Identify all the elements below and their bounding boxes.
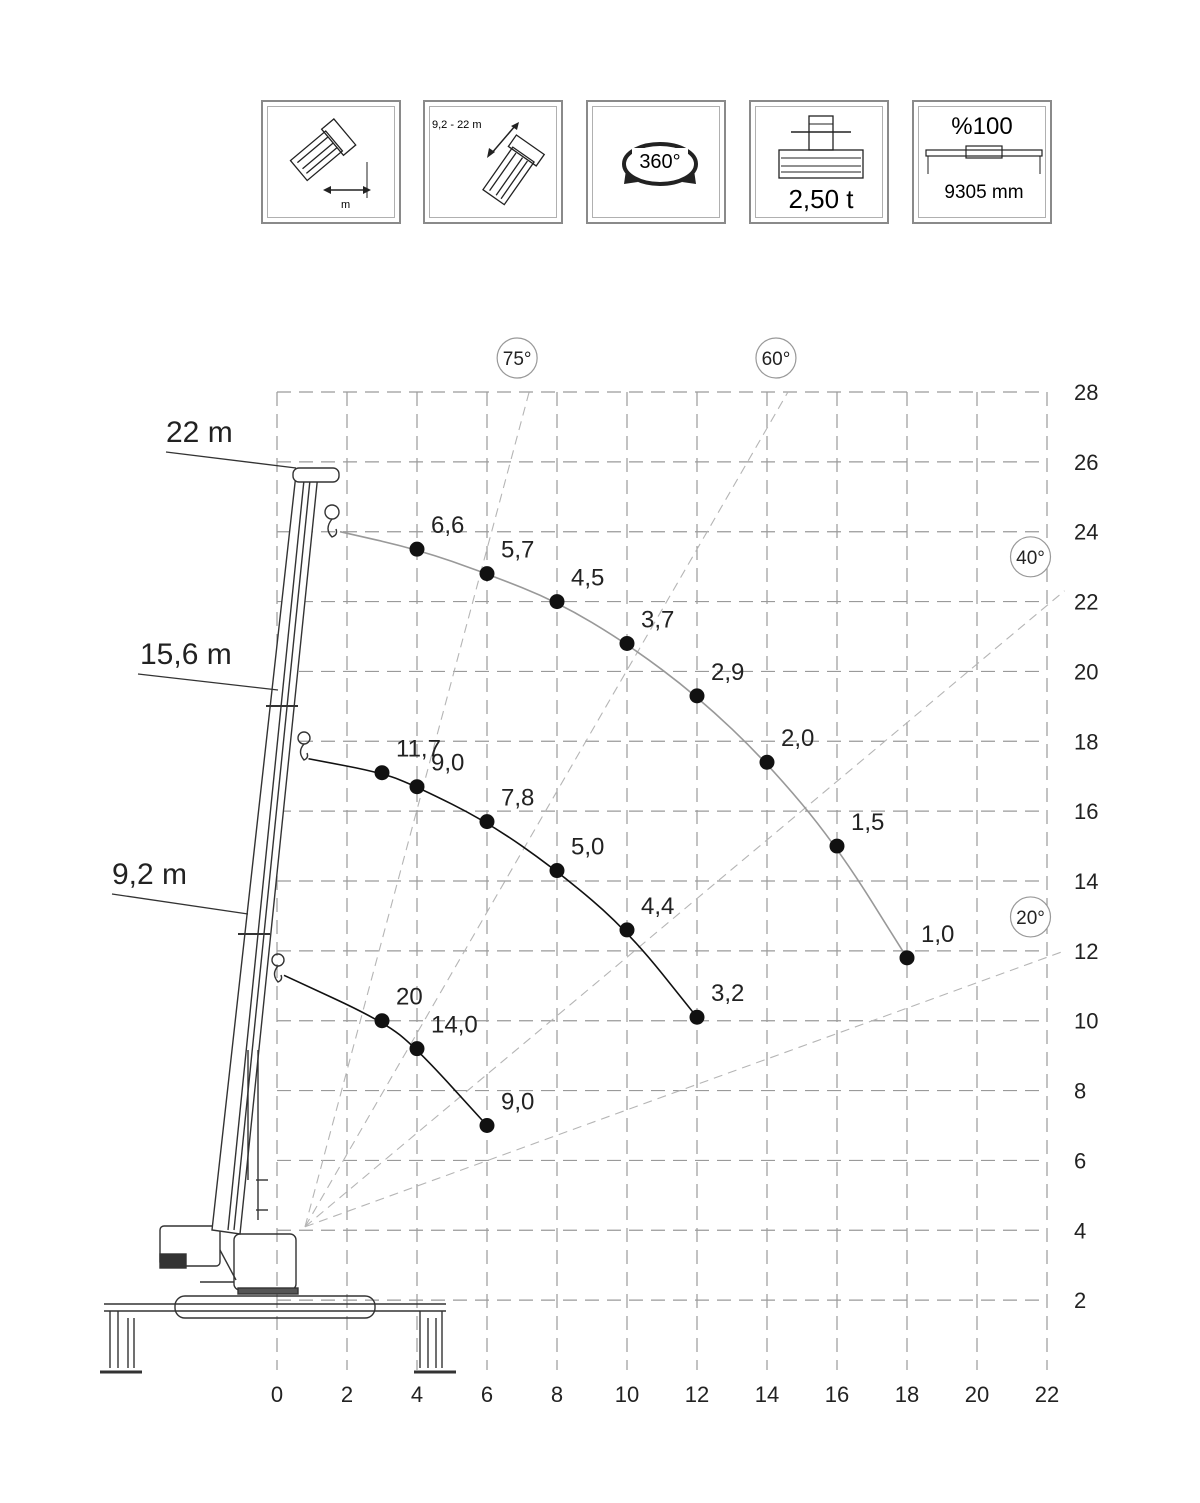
load-point <box>410 1041 425 1056</box>
x-tick-label: 6 <box>480 1382 494 1407</box>
x-tick-label: 4 <box>410 1382 424 1407</box>
load-value-label: 6,6 <box>431 512 465 540</box>
load-value-label: 1,5 <box>851 809 885 837</box>
load-value-label: 9,0 <box>431 749 465 777</box>
y-tick-label: 20 <box>1074 659 1099 685</box>
y-tick-label: 2 <box>1074 1288 1087 1314</box>
load-point <box>480 1118 495 1133</box>
x-tick-label: 12 <box>684 1382 710 1407</box>
load-point <box>410 542 425 557</box>
load-points <box>375 512 955 1133</box>
load-point <box>410 779 425 794</box>
y-tick-label: 6 <box>1074 1148 1087 1174</box>
x-tick-label: 20 <box>964 1382 990 1407</box>
load-point <box>830 839 845 854</box>
load-point <box>620 636 635 651</box>
boom-label-22: 22 m <box>166 416 233 449</box>
y-tick-label: 28 <box>1074 380 1099 405</box>
x-tick-label: 22 <box>1034 1382 1060 1407</box>
load-point <box>480 814 495 829</box>
y-tick-label: 4 <box>1074 1218 1087 1244</box>
x-tick-label: 2 <box>340 1382 354 1407</box>
y-tick-label: 22 <box>1074 589 1099 615</box>
load-value-label: 4,4 <box>641 892 675 920</box>
angle-label: 20° <box>1016 907 1045 929</box>
x-tick-label: 8 <box>550 1382 564 1407</box>
load-point <box>690 1010 705 1025</box>
load-point <box>375 1013 390 1028</box>
y-tick-label: 12 <box>1074 938 1099 964</box>
angle-label: 75° <box>502 349 532 370</box>
angle-label: 40° <box>1016 547 1045 569</box>
y-tick-label: 18 <box>1074 729 1099 755</box>
load-value-label: 5,0 <box>571 833 605 861</box>
y-tick-label: 10 <box>1074 1008 1099 1034</box>
load-value-label: 9,0 <box>501 1088 535 1116</box>
y-tick-label: 14 <box>1074 869 1099 894</box>
load-point <box>760 755 775 770</box>
load-point <box>620 922 635 937</box>
load-value-label: 2,9 <box>711 658 745 686</box>
y-tick-label: 8 <box>1074 1078 1087 1104</box>
y-tick-label: 24 <box>1074 519 1099 545</box>
chart-grid <box>277 392 1047 1370</box>
x-tick-label: 16 <box>824 1382 850 1407</box>
radius-label: m <box>341 199 351 211</box>
load-value-label: 3,7 <box>641 606 675 634</box>
angle-label: 60° <box>761 349 791 370</box>
load-curve <box>284 975 487 1125</box>
load-value-label: 7,8 <box>501 784 535 812</box>
load-value-label: 14,0 <box>431 1011 478 1039</box>
outrigger-percent-label: %100 <box>951 113 1013 140</box>
load-point <box>900 950 915 965</box>
outrigger-span-label: 9305 mm <box>944 182 1024 203</box>
weight-label: 2,50 t <box>788 184 854 214</box>
load-point <box>480 566 495 581</box>
x-tick-label: 0 <box>270 1382 284 1407</box>
y-tick-label: 26 <box>1074 449 1099 475</box>
rotation-label: 360° <box>639 151 681 173</box>
x-tick-label: 18 <box>894 1382 920 1407</box>
load-point <box>690 688 705 703</box>
load-value-label: 3,2 <box>711 980 745 1008</box>
angle-line <box>305 591 1065 1227</box>
boom-label-9-2: 9,2 m <box>112 858 188 891</box>
crane-illustration <box>100 468 456 1372</box>
y-tick-label: 16 <box>1074 799 1099 825</box>
boom-length-label: 9,2 - 22 m <box>432 119 482 131</box>
load-value-label: 1,0 <box>921 920 955 948</box>
load-point <box>550 863 565 878</box>
angle-line <box>305 392 788 1227</box>
boom-label-15-6: 15,6 m <box>140 638 232 671</box>
load-value-label: 11,7 <box>396 735 441 763</box>
x-tick-label: 14 <box>754 1382 780 1407</box>
x-tick-label: 10 <box>614 1382 640 1407</box>
load-value-label: 20 <box>396 983 423 1011</box>
load-curves <box>284 532 907 1126</box>
load-value-label: 4,5 <box>571 564 605 592</box>
load-value-label: 5,7 <box>501 536 535 564</box>
load-point <box>375 765 390 780</box>
load-point <box>550 594 565 609</box>
load-value-label: 2,0 <box>781 725 815 753</box>
